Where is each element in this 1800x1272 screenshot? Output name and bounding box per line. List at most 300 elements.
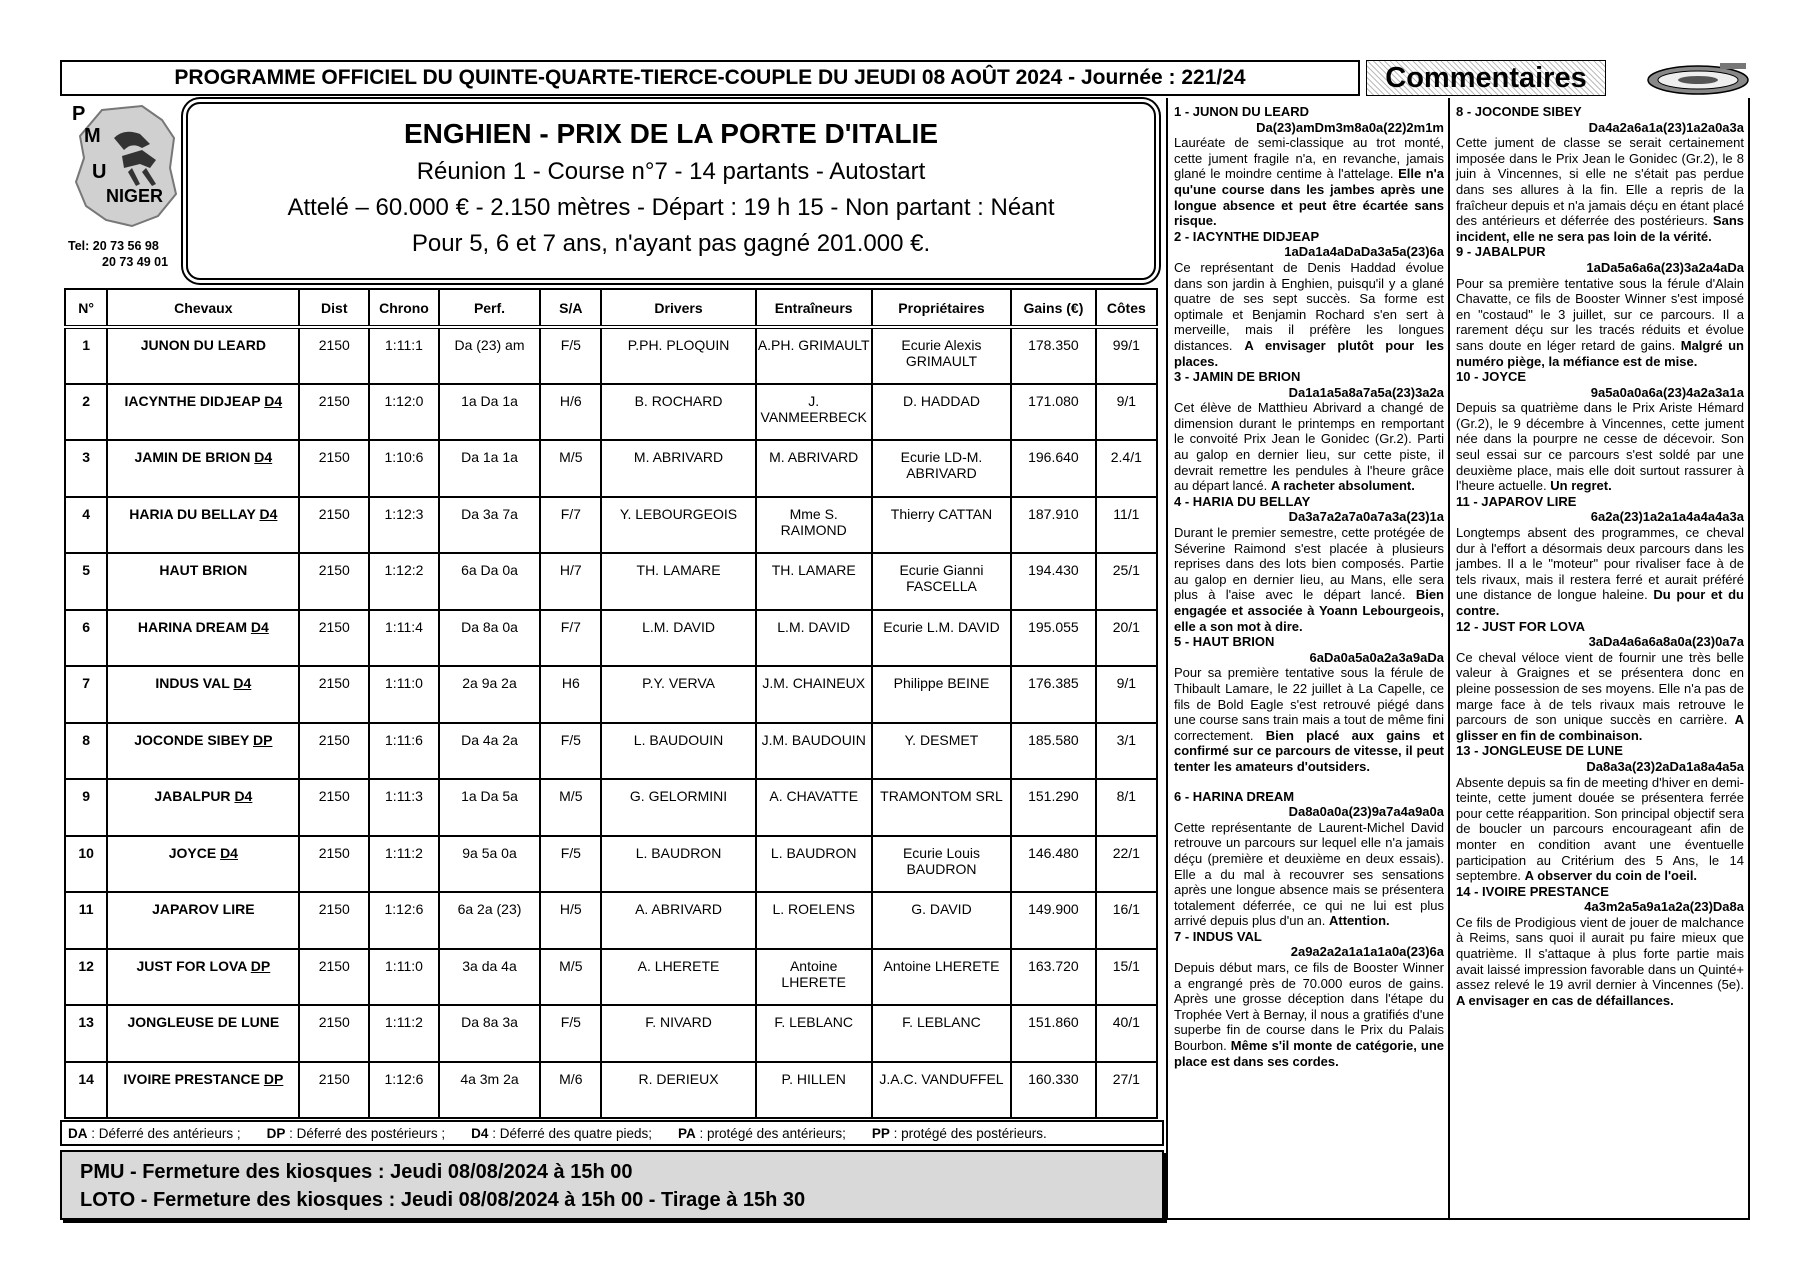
cell-dist: 2150 [299,949,369,1006]
pmu-closing-line: PMU - Fermeture des kiosques : Jeudi 08/08/2024 à 15h 00 [80,1161,633,1183]
comment-text [1456,135,1744,244]
column-header: Propriétaires [872,289,1011,327]
cell-sa: M/5 [540,949,601,1006]
race-conditions-line: Attelé – 60.000 € - 2.150 mètres - Départ : 19 h 15 - Non partant : Néant [287,194,1055,221]
cell-num: 11 [65,892,107,949]
logo-letter-m: M [84,125,101,147]
comment-horse-name: 5 - HAUT BRION [1174,634,1275,650]
cell-perf: 4a 3m 2a [439,1062,540,1119]
cell-chrono: 1:11:0 [369,949,439,1006]
shoeing-tag: DP [250,957,271,974]
comment-block [1456,104,1744,244]
column-header: Dist [299,289,369,327]
shoeing-tag: D4 [233,675,252,691]
cell-chrono: 1:10:6 [369,440,439,497]
cell-sa: H6 [540,666,601,723]
comment-block [1174,104,1444,229]
comment-text [1456,915,1744,1009]
cell-perf: 3a da 4a [439,949,540,1006]
comment-performance: 4a3m2a5a9a1a2a(23)Da8a [1584,899,1744,915]
cell-gains: 185.580 [1011,723,1095,780]
cell-dist: 2150 [299,1005,369,1062]
cell-num: 3 [65,440,107,497]
cell-horse [107,779,299,836]
table-row [65,553,1157,610]
comments-title [1366,60,1606,96]
comment-block [1174,929,1444,1069]
cell-perf: Da (23) am [439,327,540,384]
cell-num: 1 [65,327,107,384]
comment-text [1456,525,1744,619]
cell-chrono: 1:12:3 [369,497,439,554]
comment-performance: Da8a3a(23)2aDa1a8a4a5a [1586,758,1744,774]
legend [60,1120,1164,1146]
cell-num: 7 [65,666,107,723]
comment-verdict: Un regret. [1550,478,1612,494]
cell-chrono: 1:12:6 [369,1062,439,1119]
comment-verdict: A glisser en fin de combinaison. [1456,712,1744,743]
legend-item [872,1126,1047,1141]
phone-1: Tel: 20 73 56 98 [68,239,159,253]
shoeing-tag: D4 [234,788,253,804]
comment-horse-name: 11 - JAPAROV LIRE [1456,493,1577,509]
cell-gains: 176.385 [1011,666,1095,723]
cell-dist: 2150 [299,440,369,497]
cell-sa: H/6 [540,384,601,441]
cell-horse [107,836,299,893]
cell-driver: Y. LEBOURGEOIS [601,497,755,554]
table-row [65,723,1157,780]
legend-code: PA [678,1125,696,1141]
cell-owner: F. LEBLANC [872,1005,1011,1062]
comment-body: Pour sa première tentative sous la férule de Thibault Lamare, le 22 juillet à La Capelle, ce fils de Bold Eagle s'est retrouvé piégé dans une course sans train mais a tout de même fini correctement. [1174,665,1444,743]
comment-performance: 2a9a2a2a1a1a1a0a(23)6a [1290,944,1444,960]
cell-sa: M/5 [540,779,601,836]
cell-horse [107,892,299,949]
cell-chrono: 1:11:3 [369,779,439,836]
disk-logo-icon [1646,62,1750,96]
cell-cote: 27/1 [1096,1062,1157,1119]
comment-text [1174,820,1444,929]
comment-horse-name: 10 - JOYCE [1456,369,1527,385]
table-row [65,384,1157,441]
cell-cote: 16/1 [1096,892,1157,949]
cell-dist: 2150 [299,384,369,441]
legend-item [678,1126,846,1141]
cell-dist: 2150 [299,1062,369,1119]
comment-performance: 6aDa0a5a0a2a3a9aDa [1309,649,1444,665]
cell-chrono: 1:11:6 [369,723,439,780]
comment-horse-name: 13 - JONGLEUSE DE LUNE [1456,743,1623,759]
logo-letter-p: P [72,103,86,125]
table-row [65,610,1157,667]
cell-trainer: L.M. DAVID [756,610,872,667]
comment-performance: 6a2a(23)1a2a1a4a4a4a3a [1590,509,1744,525]
comment-verdict: Elle n'a qu'une course dans les jambes après une longue absence et peut être écartée sans risque. [1174,166,1444,229]
program-banner: PROGRAMME OFFICIEL DU QUINTE-QUARTE-TIERCE-COUPLE DU JEUDI 08 AOÛT 2024 - Journée : 221/24 [60,60,1360,96]
cell-horse [107,1062,299,1119]
legend-text: : Déferré des postérieurs ; [285,1125,446,1141]
column-header: Chrono [369,289,439,327]
table-row [65,327,1157,384]
cell-gains: 195.055 [1011,610,1095,667]
cell-dist: 2150 [299,836,369,893]
cell-num: 2 [65,384,107,441]
horse-name: INDUS VAL [155,675,230,691]
cell-horse [107,384,299,441]
column-header: Entraîneurs [756,289,872,327]
cell-trainer: Mme S. RAIMOND [756,497,872,554]
comment-text [1174,400,1444,494]
cell-gains: 194.430 [1011,553,1095,610]
cell-horse [107,440,299,497]
cell-chrono: 1:12:0 [369,384,439,441]
cell-horse [107,666,299,723]
cell-gains: 149.900 [1011,892,1095,949]
comment-block [1456,244,1744,369]
phone-2: 20 73 49 01 [102,255,169,269]
cell-horse [107,553,299,610]
cell-owner: Ecurie Louis BAUDRON [872,836,1011,893]
cell-perf: 1a Da 1a [439,384,540,441]
cell-trainer: F. LEBLANC [756,1005,872,1062]
cell-num: 8 [65,723,107,780]
cell-owner: G. DAVID [872,892,1011,949]
cell-trainer: A.PH. GRIMAULT [756,327,872,384]
cell-num: 9 [65,779,107,836]
cell-gains: 187.910 [1011,497,1095,554]
comment-body: Cet élève de Matthieu Abrivard a changé de dimension durant le printemps en remportant le convoité Prix Jean le Gonidec (Gr.2). Parti au galop en dernier lieu, sur cette piste, il devrait remettre les pendules à l'heure grâce au départ lancé. [1174,400,1444,494]
race-title: ENGHIEN - PRIX DE LA PORTE D'ITALIE [403,118,939,149]
cell-gains: 171.080 [1011,384,1095,441]
table-row [65,779,1157,836]
comment-horse-name: 7 - INDUS VAL [1174,928,1262,944]
cell-cote: 9/1 [1096,666,1157,723]
column-header: Drivers [601,289,755,327]
cell-sa: F/7 [540,497,601,554]
comment-block [1174,634,1444,774]
cell-chrono: 1:11:4 [369,610,439,667]
cell-num: 12 [65,949,107,1006]
comment-horse-name: 14 - IVOIRE PRESTANCE [1456,883,1609,899]
column-header: Gains (€) [1011,289,1095,327]
logo-niger: NIGER [106,186,164,206]
cell-chrono: 1:12:6 [369,892,439,949]
table-header-row [65,289,1157,327]
race-info-box [186,102,1156,280]
horse-name: HARINA DREAM [137,618,248,635]
cell-dist: 2150 [299,553,369,610]
cell-trainer: J. VANMEERBECK [756,384,872,441]
table-row [65,666,1157,723]
cell-dist: 2150 [299,723,369,780]
comment-performance: 3aDa4a6a6a8a0a(23)0a7a [1588,634,1744,650]
comment-verdict: A observer du coin de l'oeil. [1524,868,1698,884]
cell-gains: 151.290 [1011,779,1095,836]
comment-body: Durant le premier semestre, cette protégée de Séverine Raimond s'est placée à plusieurs reprises dans des lots bien composés. Partie au galop en dernier lieu, au Mans, elle sera plus à l'aise avec le départ lancé. [1174,525,1444,603]
comment-performance: 1aDa5a6a6a(23)3a2a4aDa [1586,259,1744,275]
cell-owner: Ecurie Gianni FASCELLA [872,553,1011,610]
horse-name: IVOIRE PRESTANCE [123,1070,260,1087]
cell-chrono: 1:11:1 [369,327,439,384]
comment-verdict: Sans incident, elle ne sera pas loin de la vérité. [1456,213,1744,244]
cell-owner: TRAMONTOM SRL [872,779,1011,836]
cell-gains: 163.720 [1011,949,1095,1006]
cell-horse [107,610,299,667]
column-header: N° [65,289,107,327]
cell-dist: 2150 [299,497,369,554]
comment-verdict: Même s'il monte de catégorie, une place est dans ses cordes. [1174,1038,1444,1069]
cell-gains: 160.330 [1011,1062,1095,1119]
legend-text: : Déferré des quatre pieds; [488,1125,653,1141]
legend-code: DP [266,1125,286,1141]
horse-name: JABALPUR [154,788,231,804]
shoeing-tag: D4 [259,505,278,522]
table-row [65,1062,1157,1119]
cell-num: 4 [65,497,107,554]
comment-block [1456,619,1744,744]
shoeing-tag: D4 [254,449,273,465]
spacer [1174,775,1444,789]
comment-block [1456,369,1744,494]
cell-driver: L.M. DAVID [601,610,755,667]
runners-table [64,288,1158,1119]
cell-cote: 20/1 [1096,610,1157,667]
cell-perf: Da 8a 3a [439,1005,540,1062]
column-header: Côtes [1096,289,1157,327]
cell-driver: P.Y. VERVA [601,666,755,723]
column-header: S/A [540,289,601,327]
cell-sa: F/5 [540,1005,601,1062]
comment-block [1456,494,1744,619]
cell-owner: Ecurie LD-M. ABRIVARD [872,440,1011,497]
comments-column-2 [1448,98,1750,1220]
cell-cote: 99/1 [1096,327,1157,384]
comment-verdict: Attention. [1328,913,1390,929]
comment-horse-name: 12 - JUST FOR LOVA [1456,618,1586,634]
cell-owner: Thierry CATTAN [872,497,1011,554]
cell-horse [107,949,299,1006]
comment-horse-name: 2 - IACYNTHE DIDJEAP [1174,228,1320,244]
comment-block [1174,789,1444,929]
comment-verdict: Malgré un numéro piège, la méfiance est de mise. [1456,337,1744,369]
cell-cote: 25/1 [1096,553,1157,610]
comment-performance: 9a5a0a0a6a(23)4a2a3a1a [1590,384,1744,400]
cell-chrono: 1:11:2 [369,1005,439,1062]
comments-title-text: Commentaires [1385,61,1587,94]
cell-num: 5 [65,553,107,610]
cell-cote: 22/1 [1096,836,1157,893]
comment-body: Cette jument de classe se serait certainement imposée dans le Prix Jean le Gonidec (Gr.2), le 8 juin à Vincennes, si elle ne s'était pas perdue dans ses allures à la fin. Elle a repris de la fraîcheur depuis et n'a jamais déçu en étant placé des antérieurs et déferrée des postérieurs. [1456,135,1744,229]
comment-block [1174,229,1444,369]
cell-sa: F/5 [540,723,601,780]
column-header: Perf. [439,289,540,327]
comment-block [1174,494,1444,634]
cell-sa: H/5 [540,892,601,949]
comments-column-1 [1166,98,1448,1220]
race-meeting-line: Réunion 1 - Course n°7 - 14 partants - Autostart [416,158,926,185]
comment-body: Ce cheval véloce vient de fournir une très belle valeur à Graignes et se présentera donc en pleine possession de ses moyens. Elle n'a pas de marge face à de tels rivaux mais retrouve le parcours de son unique succès en carrière. [1456,649,1744,728]
cell-chrono: 1:12:2 [369,553,439,610]
cell-horse [107,1005,299,1062]
horse-name: JAMIN DE BRION [134,449,251,465]
comment-horse-name: 6 - HARINA DREAM [1174,788,1295,804]
comment-body: Longtemps absent des programmes, ce cheval dur à l'effort a désormais deux parcours dans les jambes. Il a le "moteur" pour rivaliser face à de tels rivaux, mais il restera ferré et aurait préféré une distance de longue haleine. [1456,525,1744,603]
cell-trainer: J.M. CHAINEUX [756,666,872,723]
shoeing-tag: DP [253,731,273,748]
comment-performance: Da8a0a0a(23)9a7a4a9a0a [1288,804,1444,820]
cell-cote: 3/1 [1096,723,1157,780]
cell-cote: 40/1 [1096,1005,1157,1062]
comment-horse-name: 8 - JOCONDE SIBEY [1456,104,1582,119]
cell-cote: 2.4/1 [1096,440,1157,497]
table-row [65,949,1157,1006]
comment-horse-name: 4 - HARIA DU BELLAY [1174,493,1311,509]
cell-dist: 2150 [299,892,369,949]
comment-performance: Da3a7a2a7a0a7a3a(23)1a [1288,509,1444,525]
legend-text: : Déferré des antérieurs ; [87,1125,241,1141]
cell-driver: B. ROCHARD [601,384,755,441]
comment-block [1174,369,1444,494]
comment-text [1456,400,1744,494]
horse-name: JAPAROV LIRE [152,901,255,917]
comment-verdict: Bien engagée et associée à Yoann Lebourgeois, elle a son mot à dire. [1174,587,1444,634]
cell-driver: A. ABRIVARD [601,892,755,949]
cell-perf: Da 1a 1a [439,440,540,497]
cell-driver: L. BAUDOUIN [601,723,755,780]
comment-body: Ce fils de Prodigious vient de jouer de malchance à Reims, sans quoi il aurait pu faire mieux que quatrième. Il s'attaque à plus forte partie mais avait laissé impression favorable dans un Quinté+ assez relevé le 19 avril dernier à Vincennes (5e). [1456,914,1744,993]
cell-chrono: 1:11:0 [369,666,439,723]
shoeing-tag: D4 [264,392,283,409]
cell-gains: 151.860 [1011,1005,1095,1062]
cell-driver: R. DERIEUX [601,1062,755,1119]
cell-horse [107,327,299,384]
cell-perf: Da 4a 2a [439,723,540,780]
comment-performance: 1aDa1a4aDaDa3a5a(23)6a [1284,244,1444,260]
table-row [65,497,1157,554]
shoeing-tag: D4 [250,618,269,635]
cell-owner: Y. DESMET [872,723,1011,780]
comment-body: Cette représentante de Laurent-Michel David retrouve un parcours sur lequel elle n'a jamais déçu (première et deuxième en deux essais). Elle a du mal à recouvrer ses sensations après une longue absence mais se présentera totalement déferrée, ce qui ne lui est plus arrivé depuis plus d'un an. [1174,819,1444,929]
cell-gains: 146.480 [1011,836,1095,893]
cell-num: 13 [65,1005,107,1062]
comment-block [1456,884,1744,1009]
comment-verdict: Du pour et du contre. [1456,587,1744,618]
comment-body: Depuis début mars, ce fils de Booster Winner a engrangé près de 70.000 euros de gains. Après une grosse déception dans l'étape du Trophée Vert à Bernay, il nous a gratifiés d'une superbe fin de course dans le Prix du Palais Bourbon. [1174,960,1444,1054]
comment-text [1174,525,1444,634]
cell-trainer: A. CHAVATTE [756,779,872,836]
legend-item [68,1126,241,1141]
loto-closing-line: LOTO - Fermeture des kiosques : Jeudi 08/08/2024 à 15h 00 - Tirage à 15h 30 [80,1189,806,1211]
legend-text: : protégé des antérieurs; [695,1125,846,1141]
cell-trainer: P. HILLEN [756,1062,872,1119]
horse-name: HARIA DU BELLAY [129,505,256,522]
cell-owner: Ecurie L.M. DAVID [872,610,1011,667]
comment-performance: Da1a1a5a8a7a5a(23)3a2a [1288,384,1444,400]
table-row [65,440,1157,497]
cell-sa: M/5 [540,440,601,497]
cell-perf: 9a 5a 0a [439,836,540,893]
legend-text: : protégé des postérieurs. [889,1125,1047,1141]
legend-item [471,1126,652,1141]
cell-horse [107,497,299,554]
cell-sa: F/7 [540,610,601,667]
cell-gains: 178.350 [1011,327,1095,384]
cell-perf: 2a 9a 2a [439,666,540,723]
comment-performance: Da4a2a6a1a(23)1a2a0a3a [1588,119,1744,135]
cell-driver: F. NIVARD [601,1005,755,1062]
comment-body: Depuis sa quatrième dans le Prix Ariste Hémard (Gr.2), le 9 décembre à Vincennes, cette jument née dans la pourpre ne cesse de décevoir. Son seul essai sur ce parcours s'est soldé par une deuxième place, mais elle doit surtout rassurer à l'heure actuelle. [1456,400,1744,494]
comment-text [1174,960,1444,1069]
cell-trainer: L. ROELENS [756,892,872,949]
table-row [65,1005,1157,1062]
legend-code: DA [68,1125,88,1141]
horse-name: HAUT BRION [159,562,248,578]
cell-perf: Da 8a 0a [439,610,540,667]
cell-owner: Ecurie Alexis GRIMAULT [872,327,1011,384]
cell-trainer: J.M. BAUDOUIN [756,723,872,780]
cell-sa: M/6 [540,1062,601,1119]
cell-chrono: 1:11:2 [369,836,439,893]
cell-owner: D. HADDAD [872,384,1011,441]
legend-code: D4 [471,1125,489,1141]
horse-name: JOCONDE SIBEY [134,731,250,748]
cell-num: 10 [65,836,107,893]
comment-body: Absente depuis sa fin de meeting d'hiver en demi-teinte, cette jument douée se présentera ferrée pour cette réapparition. Son principal objectif sera de boucler un parcours encourageant afin de monter en condition avant une éventuelle participation au Critérium des 5 Ans, le 14 septembre. [1456,774,1744,884]
column-header: Chevaux [107,289,299,327]
cell-driver: G. GELORMINI [601,779,755,836]
comment-verdict: A envisager en cas de défaillances. [1456,992,1674,1008]
cell-horse [107,723,299,780]
cell-driver: L. BAUDRON [601,836,755,893]
cell-cote: 11/1 [1096,497,1157,554]
cell-trainer: M. ABRIVARD [756,440,872,497]
comment-verdict: A racheter absolument. [1270,478,1415,494]
cell-perf: 6a Da 0a [439,553,540,610]
comment-text [1174,260,1444,369]
cell-cote: 8/1 [1096,779,1157,836]
comment-performance: Da(23)amDm3m8a0a(22)2m1m [1256,119,1444,135]
comment-horse-name: 9 - JABALPUR [1456,244,1546,260]
cell-driver: TH. LAMARE [601,553,755,610]
cell-perf: Da 3a 7a [439,497,540,554]
cell-perf: 1a Da 5a [439,779,540,836]
table-row [65,836,1157,893]
horse-name: JUNON DU LEARD [140,337,266,353]
kiosk-closing-box [60,1150,1164,1220]
phone-numbers [68,238,168,270]
cell-driver: A. LHERETE [601,949,755,1006]
comment-body: Pour sa première tentative sous la férule d'Alain Chavatte, ce fils de Booster Winner s'est imposé en "costaud" le 3 juillet, sur ce parcours. Il a rarement déçu sur les tracés réduits et évolue sans doute en léger retard de gains. [1456,275,1744,353]
cell-dist: 2150 [299,779,369,836]
table-row [65,892,1157,949]
cell-gains: 196.640 [1011,440,1095,497]
horse-name: JONGLEUSE DE LUNE [127,1014,280,1030]
cell-sa: F/5 [540,836,601,893]
comment-horse-name: 1 - JUNON DU LEARD [1174,104,1310,119]
cell-num: 14 [65,1062,107,1119]
cell-dist: 2150 [299,666,369,723]
cell-sa: H/7 [540,553,601,610]
cell-cote: 15/1 [1096,949,1157,1006]
comment-text [1456,276,1744,370]
cell-trainer: L. BAUDRON [756,836,872,893]
comment-text [1456,775,1744,884]
shoeing-tag: D4 [220,844,238,861]
comment-body: Lauréate de semi-classique au trot monté, cette jument fragile n'a, en revanche, jamais glané le moindre centime à l'attelage. [1174,135,1444,182]
comment-body: Ce représentant de Denis Haddad évolue dans son jardin à Enghien, puisqu'il y a glané quatre de ses sept succès. Sa forme est optimale et Benjamin Rochard s'en sert à merveille, mais il préfère les longues distances. [1174,259,1444,353]
horse-name: IACYNTHE DIDJEAP [124,392,261,409]
